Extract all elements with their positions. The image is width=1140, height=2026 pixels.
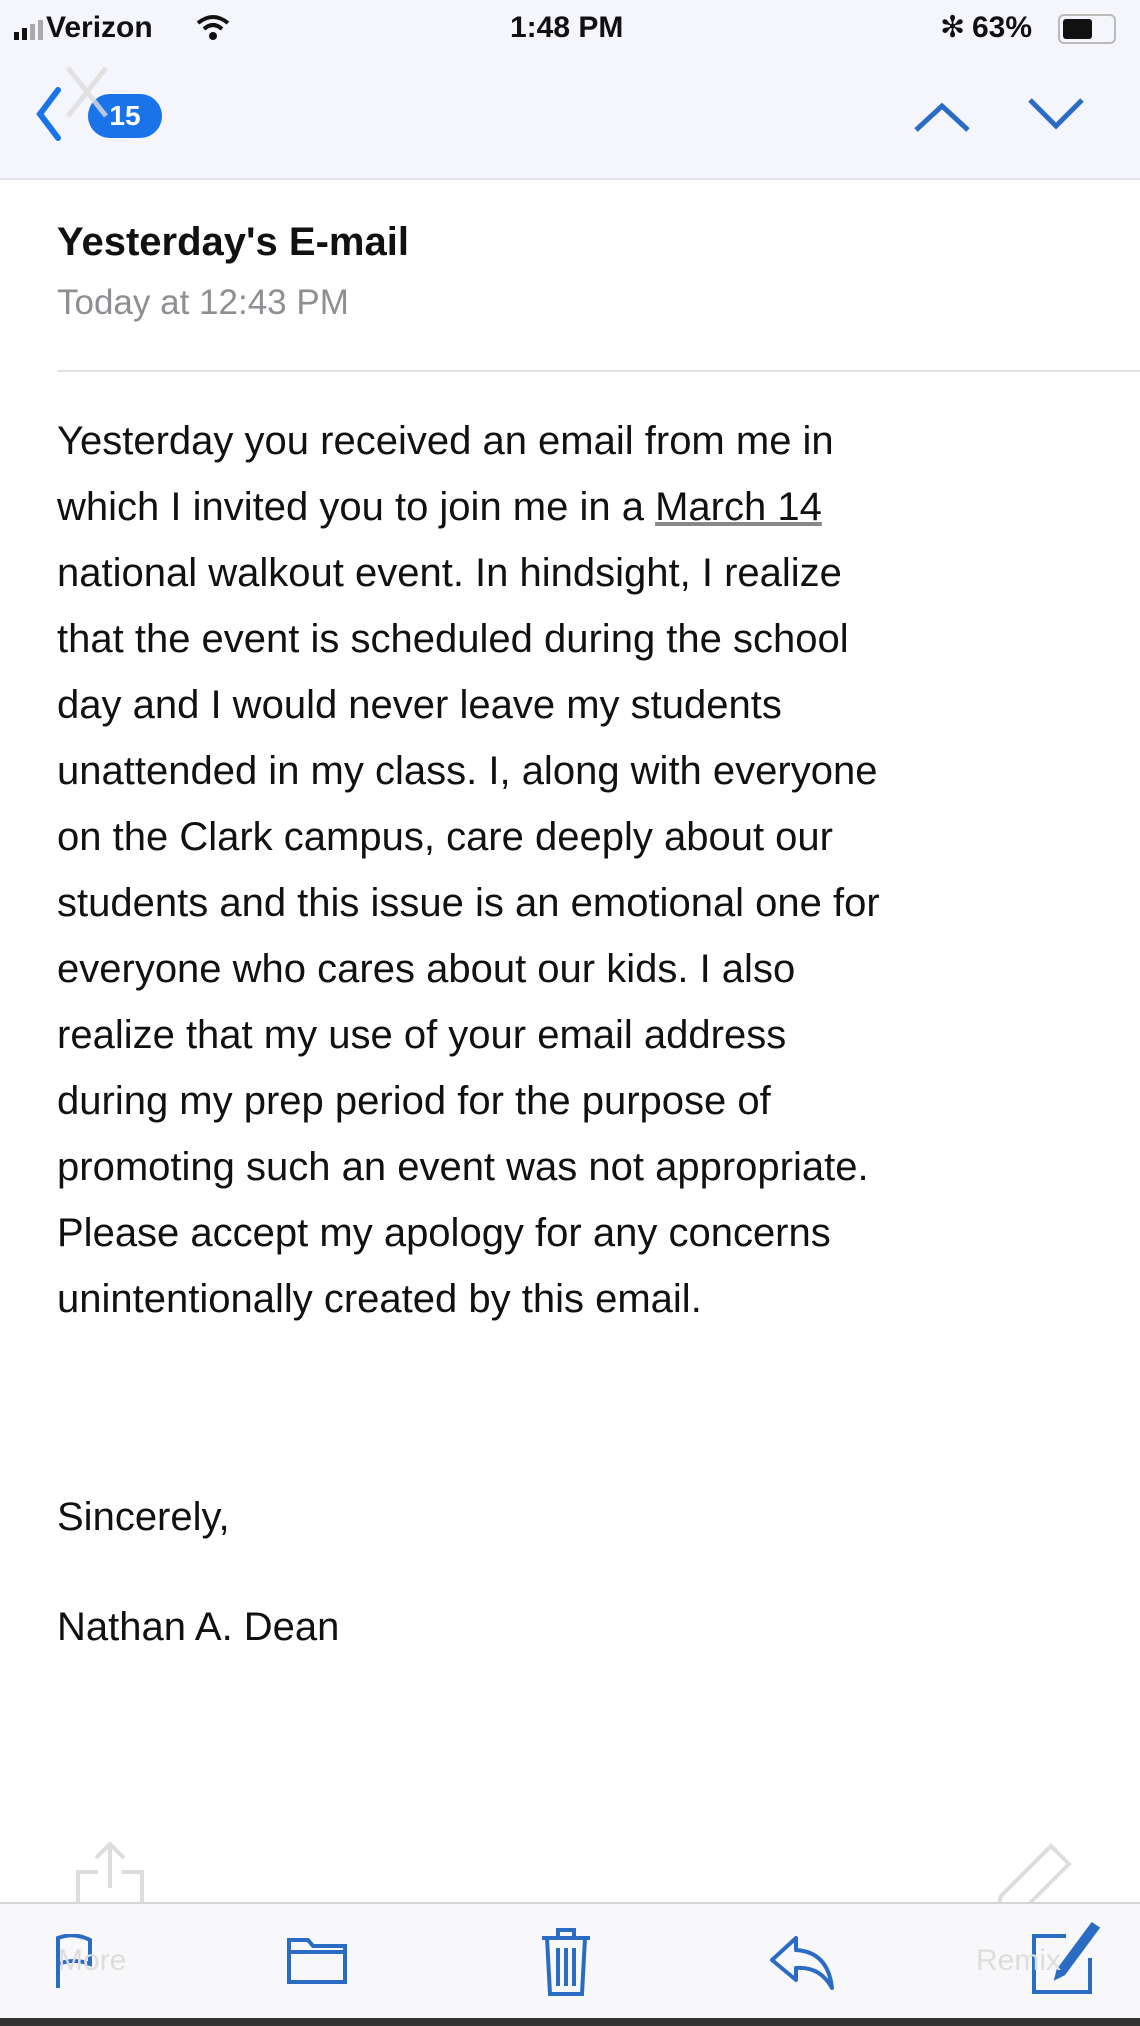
body-line [57,474,880,540]
email-body [57,408,880,1332]
email-signature: Nathan A. Dean [57,1605,340,1649]
bluetooth-icon: ✻ [940,11,966,44]
body-text: unintentionally created by this email. [57,1277,702,1321]
body-line [57,672,880,738]
previous-message-icon[interactable] [912,100,972,134]
body-text: promoting such an event was not appropriate. [57,1145,869,1189]
body-text: which I invited you to join me in a [57,485,656,529]
body-text: during my prep period for the purpose of [57,1079,771,1123]
bottom-edge [0,2018,1140,2026]
reply-icon[interactable] [768,1934,838,1990]
wifi-icon [196,14,230,42]
date-link[interactable]: March 14 [655,485,822,529]
body-line [57,1266,880,1332]
body-line [57,408,880,474]
body-line [57,1068,880,1134]
body-text: national walkout event. In hindsight, I realize [57,551,842,595]
body-text: students and this issue is an emotional one for [57,881,880,925]
body-text: realize that my use of your email address [57,1013,787,1057]
body-text: unattended in my class. I, along with everyone [57,749,878,793]
folder-icon[interactable] [286,1934,348,1986]
body-text: Please accept my apology for any concerns [57,1211,831,1255]
body-line [57,1134,880,1200]
body-line [57,1002,880,1068]
remix-overlay-label: Remix [976,1944,1062,1977]
body-line [57,1200,880,1266]
close-overlay-icon [62,62,112,122]
body-line [57,606,880,672]
body-text: everyone who cares about our kids. I also [57,947,796,991]
body-line [57,540,880,606]
header-bar [0,0,1140,180]
email-closing: Sincerely, [57,1495,230,1539]
email-subject: Yesterday's E-mail [57,220,409,264]
body-line [57,804,880,870]
battery-percent: 63% [972,11,1033,44]
clock: 1:48 PM [510,11,624,44]
body-text: day and I would never leave my students [57,683,782,727]
body-text: that the event is scheduled during the school [57,617,849,661]
body-text: Yesterday you received an email from me in [57,419,834,463]
back-chevron-icon[interactable] [34,86,62,142]
battery-icon [1058,14,1116,44]
signal-icon [14,20,46,40]
email-date: Today at 12:43 PM [57,283,349,322]
divider [57,370,1140,372]
body-line [57,936,880,1002]
body-line [57,870,880,936]
more-overlay-label: More [58,1944,127,1977]
body-text: on the Clark campus, care deeply about our [57,815,833,859]
body-line [57,738,880,804]
carrier-label: Verizon [46,11,153,44]
unread-badge[interactable]: 15 [88,94,162,138]
next-message-icon[interactable] [1026,96,1086,130]
trash-icon[interactable] [540,1926,592,1998]
bottom-toolbar [0,1902,1140,2020]
